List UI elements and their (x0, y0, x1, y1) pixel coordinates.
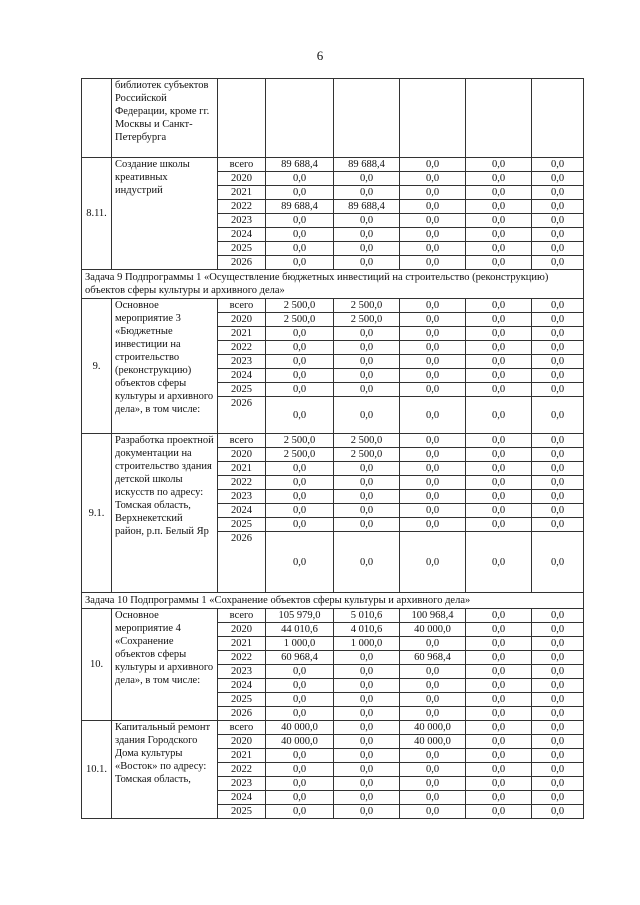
table-row (82, 721, 584, 735)
item-number-cell: 8.11. (82, 158, 112, 270)
value-cell: 0,0 (466, 242, 532, 256)
value-cell: 0,0 (532, 397, 584, 434)
year-cell: 2025 (218, 242, 266, 256)
item-number-cell: 9.1. (82, 434, 112, 593)
value-cell: 0,0 (532, 749, 584, 763)
value-cell: 0,0 (400, 256, 466, 270)
value-cell: 0,0 (466, 805, 532, 819)
value-cell: 0,0 (532, 518, 584, 532)
value-cell: 0,0 (334, 341, 400, 355)
value-cell: 0,0 (532, 763, 584, 777)
value-cell: 0,0 (532, 532, 584, 593)
value-cell: 100 968,4 (400, 609, 466, 623)
value-cell (400, 79, 466, 158)
value-cell: 0,0 (400, 434, 466, 448)
value-cell: 0,0 (400, 228, 466, 242)
year-cell: 2023 (218, 777, 266, 791)
table-row (82, 609, 584, 623)
value-cell: 0,0 (532, 609, 584, 623)
value-cell: 0,0 (466, 518, 532, 532)
value-cell: 0,0 (266, 777, 334, 791)
value-cell: 0,0 (400, 763, 466, 777)
value-cell: 0,0 (334, 707, 400, 721)
value-cell: 0,0 (334, 242, 400, 256)
value-cell: 0,0 (532, 693, 584, 707)
value-cell: 0,0 (532, 313, 584, 327)
value-cell: 0,0 (532, 504, 584, 518)
value-cell: 0,0 (400, 777, 466, 791)
value-cell: 0,0 (400, 679, 466, 693)
value-cell: 0,0 (466, 158, 532, 172)
value-cell: 0,0 (334, 791, 400, 805)
value-cell: 0,0 (532, 186, 584, 200)
value-cell: 0,0 (532, 327, 584, 341)
value-cell: 0,0 (466, 735, 532, 749)
value-cell: 0,0 (400, 749, 466, 763)
value-cell: 0,0 (466, 299, 532, 313)
value-cell: 0,0 (466, 214, 532, 228)
value-cell: 0,0 (532, 369, 584, 383)
value-cell: 2 500,0 (334, 299, 400, 313)
value-cell: 0,0 (334, 327, 400, 341)
value-cell: 0,0 (532, 434, 584, 448)
year-cell: всего (218, 299, 266, 313)
table-row (82, 299, 584, 313)
year-cell: всего (218, 609, 266, 623)
value-cell: 0,0 (400, 791, 466, 805)
item-number-cell: 9. (82, 299, 112, 434)
value-cell: 0,0 (266, 172, 334, 186)
value-cell: 0,0 (400, 242, 466, 256)
value-cell: 0,0 (466, 313, 532, 327)
value-cell: 0,0 (400, 448, 466, 462)
value-cell: 0,0 (466, 434, 532, 448)
value-cell: 0,0 (266, 397, 334, 434)
value-cell: 0,0 (466, 256, 532, 270)
value-cell: 0,0 (532, 228, 584, 242)
value-cell: 0,0 (400, 805, 466, 819)
value-cell: 0,0 (400, 637, 466, 651)
value-cell: 0,0 (266, 490, 334, 504)
value-cell: 0,0 (400, 518, 466, 532)
value-cell: 0,0 (466, 623, 532, 637)
value-cell: 0,0 (266, 341, 334, 355)
year-cell: 2026 (218, 707, 266, 721)
value-cell: 0,0 (400, 665, 466, 679)
value-cell: 0,0 (334, 665, 400, 679)
value-cell: 0,0 (532, 623, 584, 637)
value-cell: 0,0 (532, 341, 584, 355)
value-cell: 0,0 (266, 665, 334, 679)
year-cell: 2022 (218, 200, 266, 214)
item-name-cell: библиотек субъектов Российской Федерации, кроме гг. Москвы и Санкт-Петербурга (112, 79, 218, 158)
value-cell: 0,0 (400, 476, 466, 490)
value-cell: 0,0 (532, 355, 584, 369)
value-cell: 0,0 (400, 200, 466, 214)
value-cell: 0,0 (334, 777, 400, 791)
value-cell: 0,0 (400, 490, 466, 504)
value-cell (266, 79, 334, 158)
value-cell: 0,0 (400, 504, 466, 518)
item-name-cell: Основное мероприятие 4 «Сохранение объектов сферы культуры и архивного дела», в том числе: (112, 609, 218, 721)
value-cell: 1 000,0 (334, 637, 400, 651)
value-cell: 0,0 (466, 637, 532, 651)
value-cell: 4 010,6 (334, 623, 400, 637)
year-cell: 2025 (218, 693, 266, 707)
value-cell: 5 010,6 (334, 609, 400, 623)
value-cell: 0,0 (400, 299, 466, 313)
value-cell: 89 688,4 (334, 158, 400, 172)
value-cell: 0,0 (466, 327, 532, 341)
value-cell: 0,0 (334, 476, 400, 490)
value-cell: 0,0 (400, 707, 466, 721)
table-row (82, 79, 584, 158)
value-cell: 0,0 (466, 462, 532, 476)
year-cell: 2026 (218, 397, 266, 434)
value-cell: 40 000,0 (400, 623, 466, 637)
value-cell: 0,0 (334, 693, 400, 707)
year-cell: всего (218, 434, 266, 448)
page-number: 6 (316, 48, 324, 63)
value-cell: 0,0 (266, 383, 334, 397)
item-name-cell: Разработка проектной документации на строительство здания детской школы искусств по адресу: Томская область, Верхнекетский район, р.п. Белый Яр (112, 434, 218, 593)
value-cell: 0,0 (532, 707, 584, 721)
value-cell: 0,0 (334, 228, 400, 242)
value-cell: 0,0 (266, 476, 334, 490)
value-cell: 0,0 (334, 462, 400, 476)
value-cell: 60 968,4 (400, 651, 466, 665)
year-cell: 2023 (218, 490, 266, 504)
value-cell: 0,0 (466, 172, 532, 186)
value-cell: 0,0 (334, 532, 400, 593)
value-cell: 0,0 (466, 200, 532, 214)
value-cell: 0,0 (400, 186, 466, 200)
value-cell: 0,0 (400, 383, 466, 397)
value-cell: 0,0 (334, 763, 400, 777)
value-cell: 0,0 (334, 355, 400, 369)
item-number-cell: 10. (82, 609, 112, 721)
value-cell: 2 500,0 (266, 299, 334, 313)
value-cell: 40 000,0 (266, 721, 334, 735)
value-cell: 0,0 (466, 341, 532, 355)
value-cell: 0,0 (266, 214, 334, 228)
value-cell: 0,0 (400, 341, 466, 355)
value-cell: 0,0 (466, 369, 532, 383)
value-cell: 0,0 (334, 651, 400, 665)
task-row (82, 593, 584, 609)
value-cell: 0,0 (532, 721, 584, 735)
value-cell: 0,0 (532, 665, 584, 679)
value-cell: 0,0 (466, 791, 532, 805)
value-cell (532, 79, 584, 158)
value-cell: 0,0 (266, 693, 334, 707)
value-cell: 0,0 (266, 504, 334, 518)
year-cell: 2026 (218, 532, 266, 593)
value-cell: 0,0 (334, 679, 400, 693)
item-name-cell: Создание школы креативных индустрий (112, 158, 218, 270)
value-cell: 0,0 (466, 448, 532, 462)
value-cell: 0,0 (266, 805, 334, 819)
value-cell: 0,0 (532, 777, 584, 791)
year-cell: 2026 (218, 256, 266, 270)
year-cell: 2020 (218, 448, 266, 462)
value-cell: 0,0 (466, 355, 532, 369)
value-cell: 0,0 (266, 707, 334, 721)
value-cell: 2 500,0 (334, 448, 400, 462)
year-cell: 2020 (218, 623, 266, 637)
year-cell: 2020 (218, 735, 266, 749)
value-cell: 0,0 (466, 476, 532, 490)
year-cell: 2023 (218, 214, 266, 228)
value-cell: 0,0 (466, 504, 532, 518)
item-name-cell: Капитальный ремонт здания Городского Дома культуры «Восток» по адресу: Томская область, (112, 721, 218, 819)
value-cell: 2 500,0 (266, 448, 334, 462)
value-cell: 0,0 (532, 158, 584, 172)
year-cell: 2022 (218, 763, 266, 777)
value-cell: 0,0 (532, 637, 584, 651)
value-cell: 0,0 (466, 679, 532, 693)
year-cell: 2025 (218, 518, 266, 532)
year-cell: 2022 (218, 341, 266, 355)
value-cell: 0,0 (532, 256, 584, 270)
value-cell (466, 79, 532, 158)
value-cell: 0,0 (532, 476, 584, 490)
value-cell: 2 500,0 (334, 434, 400, 448)
value-cell: 2 500,0 (334, 313, 400, 327)
value-cell: 0,0 (532, 791, 584, 805)
value-cell: 0,0 (466, 532, 532, 593)
value-cell: 0,0 (400, 355, 466, 369)
value-cell: 105 979,0 (266, 609, 334, 623)
value-cell: 44 010,6 (266, 623, 334, 637)
value-cell: 0,0 (400, 214, 466, 228)
value-cell: 0,0 (466, 763, 532, 777)
value-cell: 0,0 (334, 721, 400, 735)
value-cell: 0,0 (466, 651, 532, 665)
year-cell: 2024 (218, 228, 266, 242)
value-cell: 0,0 (334, 397, 400, 434)
item-number-cell (82, 79, 112, 158)
value-cell: 0,0 (334, 749, 400, 763)
value-cell: 0,0 (532, 651, 584, 665)
value-cell: 40 000,0 (266, 735, 334, 749)
value-cell: 0,0 (334, 383, 400, 397)
value-cell: 0,0 (400, 693, 466, 707)
value-cell: 0,0 (466, 609, 532, 623)
value-cell: 0,0 (400, 397, 466, 434)
year-cell: всего (218, 721, 266, 735)
value-cell: 0,0 (532, 735, 584, 749)
table-row (82, 434, 584, 448)
value-cell: 0,0 (334, 518, 400, 532)
value-cell: 0,0 (466, 665, 532, 679)
value-cell: 0,0 (334, 735, 400, 749)
value-cell: 0,0 (266, 186, 334, 200)
year-cell: 2024 (218, 791, 266, 805)
value-cell: 0,0 (334, 256, 400, 270)
value-cell: 0,0 (334, 186, 400, 200)
value-cell: 0,0 (266, 791, 334, 805)
value-cell: 0,0 (532, 679, 584, 693)
value-cell: 0,0 (466, 383, 532, 397)
value-cell: 0,0 (466, 397, 532, 434)
value-cell: 40 000,0 (400, 735, 466, 749)
value-cell: 0,0 (532, 172, 584, 186)
item-name-cell: Основное мероприятие 3 «Бюджетные инвестиции на строительство (реконструкцию) объектов сферы культуры и архивного дела», в том числе: (112, 299, 218, 434)
value-cell: 0,0 (466, 721, 532, 735)
year-cell: 2020 (218, 172, 266, 186)
year-cell: 2024 (218, 679, 266, 693)
value-cell: 0,0 (532, 490, 584, 504)
value-cell: 89 688,4 (266, 158, 334, 172)
year-cell: 2023 (218, 355, 266, 369)
value-cell: 0,0 (466, 490, 532, 504)
year-cell: 2021 (218, 186, 266, 200)
value-cell: 0,0 (266, 679, 334, 693)
year-cell: 2021 (218, 637, 266, 651)
table-row (82, 158, 584, 172)
value-cell: 0,0 (466, 749, 532, 763)
value-cell: 0,0 (466, 186, 532, 200)
value-cell: 0,0 (400, 532, 466, 593)
value-cell: 0,0 (334, 504, 400, 518)
value-cell: 0,0 (266, 518, 334, 532)
value-cell: 0,0 (466, 693, 532, 707)
value-cell: 0,0 (400, 327, 466, 341)
value-cell: 0,0 (400, 313, 466, 327)
value-cell: 0,0 (266, 256, 334, 270)
task-row (82, 270, 584, 299)
value-cell: 0,0 (266, 749, 334, 763)
year-cell: 2022 (218, 476, 266, 490)
item-number-cell: 10.1. (82, 721, 112, 819)
value-cell: 89 688,4 (334, 200, 400, 214)
value-cell: 0,0 (266, 532, 334, 593)
task-heading: Задача 9 Подпрограммы 1 «Осуществление бюджетных инвестиций на строительство (реконструкцию) объектов сферы культуры и архивного дела» (82, 270, 584, 299)
value-cell: 1 000,0 (266, 637, 334, 651)
value-cell: 0,0 (532, 383, 584, 397)
value-cell: 0,0 (400, 158, 466, 172)
value-cell: 89 688,4 (266, 200, 334, 214)
value-cell: 0,0 (400, 172, 466, 186)
value-cell: 0,0 (266, 462, 334, 476)
task-heading: Задача 10 Подпрограммы 1 «Сохранение объектов сферы культуры и архивного дела» (82, 593, 584, 609)
value-cell: 0,0 (466, 707, 532, 721)
value-cell (334, 79, 400, 158)
value-cell: 0,0 (266, 369, 334, 383)
value-cell: 0,0 (532, 200, 584, 214)
year-cell: 2023 (218, 665, 266, 679)
value-cell: 2 500,0 (266, 313, 334, 327)
year-cell: 2022 (218, 651, 266, 665)
year-cell: 2021 (218, 327, 266, 341)
value-cell: 0,0 (334, 805, 400, 819)
value-cell: 0,0 (466, 777, 532, 791)
value-cell: 0,0 (266, 763, 334, 777)
value-cell: 0,0 (532, 242, 584, 256)
value-cell: 0,0 (400, 369, 466, 383)
value-cell: 0,0 (532, 299, 584, 313)
value-cell: 0,0 (266, 228, 334, 242)
value-cell: 0,0 (266, 242, 334, 256)
value-cell (218, 79, 266, 158)
year-cell: 2024 (218, 504, 266, 518)
year-cell: 2025 (218, 383, 266, 397)
value-cell: 0,0 (532, 214, 584, 228)
value-cell: 0,0 (334, 214, 400, 228)
value-cell: 2 500,0 (266, 434, 334, 448)
value-cell: 0,0 (532, 448, 584, 462)
budget-table (81, 78, 584, 819)
value-cell: 0,0 (334, 369, 400, 383)
year-cell: 2021 (218, 749, 266, 763)
value-cell: 0,0 (266, 327, 334, 341)
value-cell: 0,0 (334, 172, 400, 186)
value-cell: 0,0 (400, 462, 466, 476)
year-cell: всего (218, 158, 266, 172)
year-cell: 2021 (218, 462, 266, 476)
value-cell: 0,0 (466, 228, 532, 242)
value-cell: 40 000,0 (400, 721, 466, 735)
value-cell: 0,0 (532, 805, 584, 819)
value-cell: 0,0 (532, 462, 584, 476)
year-cell: 2025 (218, 805, 266, 819)
value-cell: 0,0 (334, 490, 400, 504)
year-cell: 2020 (218, 313, 266, 327)
value-cell: 60 968,4 (266, 651, 334, 665)
year-cell: 2024 (218, 369, 266, 383)
value-cell: 0,0 (266, 355, 334, 369)
